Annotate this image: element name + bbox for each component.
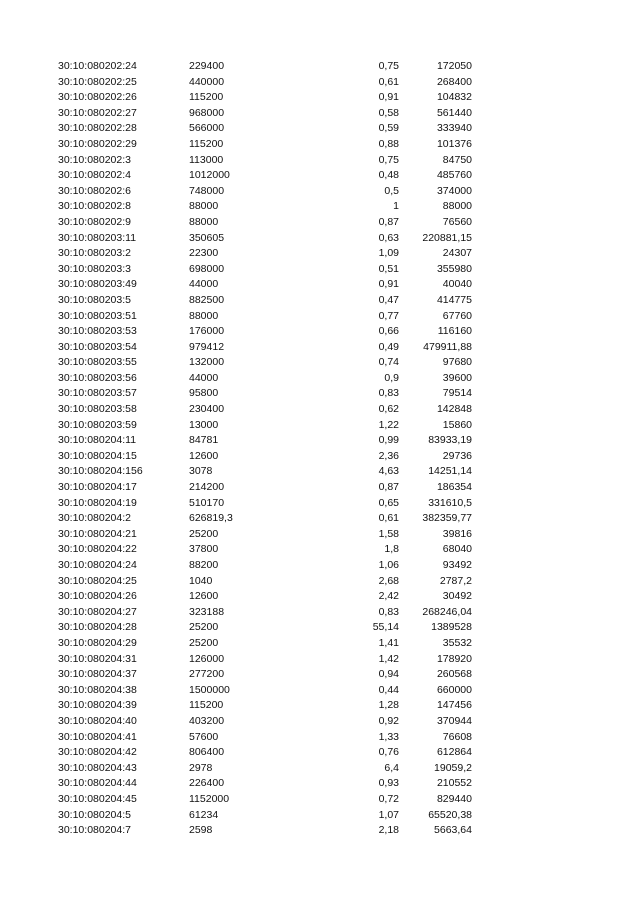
area-cell: 440000	[189, 75, 225, 88]
coefficient-cell: 1,07	[378, 808, 399, 821]
cadastral-number-cell: 30:10:080202:28	[58, 122, 137, 135]
cadastral-number-cell: 30:10:080203:11	[58, 231, 137, 244]
cadastral-number-cell: 30:10:080204:7	[58, 824, 131, 837]
cadastral-number-cell: 30:10:080204:44	[58, 777, 137, 790]
value-cell: 104832	[436, 91, 472, 104]
cadastral-number-cell: 30:10:080203:55	[58, 356, 137, 369]
cadastral-number-cell: 30:10:080204:15	[58, 449, 137, 462]
cadastral-number-cell: 30:10:080202:3	[58, 153, 131, 166]
table-row	[0, 527, 640, 543]
area-cell: 88000	[189, 215, 219, 228]
value-cell: 79514	[442, 387, 472, 400]
value-cell: 268246,04	[422, 605, 472, 618]
area-cell: 88000	[189, 309, 219, 322]
table-row	[0, 324, 640, 340]
cadastral-number-cell: 30:10:080203:51	[58, 309, 137, 322]
area-cell: 84781	[189, 434, 219, 447]
table-row	[0, 246, 640, 262]
table-row	[0, 309, 640, 325]
coefficient-cell: 2,42	[378, 590, 399, 603]
coefficient-cell: 0,77	[378, 309, 399, 322]
coefficient-cell: 4,63	[378, 465, 399, 478]
table-row	[0, 511, 640, 527]
table-row	[0, 636, 640, 652]
table-row	[0, 121, 640, 137]
coefficient-cell: 0,58	[378, 106, 399, 119]
table-row	[0, 698, 640, 714]
coefficient-cell: 1,22	[378, 418, 399, 431]
value-cell: 19059,2	[434, 761, 472, 774]
table-row	[0, 184, 640, 200]
table-row	[0, 75, 640, 91]
value-cell: 829440	[436, 792, 472, 805]
cadastral-number-cell: 30:10:080204:31	[58, 652, 137, 665]
area-cell: 176000	[189, 325, 225, 338]
coefficient-cell: 0,83	[378, 387, 399, 400]
coefficient-cell: 2,36	[378, 449, 399, 462]
value-cell: 142848	[436, 403, 472, 416]
coefficient-cell: 0,44	[378, 683, 399, 696]
value-cell: 382359,77	[422, 512, 472, 525]
coefficient-cell: 0,99	[378, 434, 399, 447]
table-row	[0, 574, 640, 590]
cadastral-number-cell: 30:10:080203:56	[58, 371, 137, 384]
table-row	[0, 168, 640, 184]
table-row	[0, 231, 640, 247]
table-row	[0, 683, 640, 699]
value-cell: 374000	[436, 184, 472, 197]
table-row	[0, 402, 640, 418]
table-row	[0, 792, 640, 808]
cadastral-number-cell: 30:10:080204:5	[58, 808, 131, 821]
cadastral-number-cell: 30:10:080204:39	[58, 699, 137, 712]
cadastral-number-cell: 30:10:080204:21	[58, 527, 137, 540]
table-row	[0, 199, 640, 215]
cadastral-number-cell: 30:10:080204:17	[58, 481, 137, 494]
cadastral-number-cell: 30:10:080204:41	[58, 730, 137, 743]
cadastral-number-cell: 30:10:080204:40	[58, 714, 137, 727]
value-cell: 116160	[437, 325, 472, 338]
value-cell: 268400	[436, 75, 472, 88]
coefficient-cell: 1,33	[378, 730, 399, 743]
table-row	[0, 558, 640, 574]
value-cell: 84750	[442, 153, 472, 166]
area-cell: 1012000	[189, 169, 230, 182]
cadastral-number-cell: 30:10:080202:24	[58, 60, 137, 72]
value-cell: 39816	[442, 527, 472, 540]
cadastral-number-cell: 30:10:080203:49	[58, 278, 137, 291]
cadastral-number-cell: 30:10:080204:2	[58, 512, 131, 525]
value-cell: 1389528	[431, 621, 472, 634]
value-cell: 331610,5	[428, 496, 472, 509]
table-row	[0, 480, 640, 496]
value-cell: 40040	[442, 278, 472, 291]
cadastral-number-cell: 30:10:080204:42	[58, 746, 137, 759]
cadastral-number-cell: 30:10:080202:29	[58, 137, 137, 150]
table-row	[0, 90, 640, 106]
area-cell: 1040	[189, 574, 213, 587]
cadastral-number-cell: 30:10:080203:2	[58, 247, 131, 260]
table-row	[0, 262, 640, 278]
table-row	[0, 433, 640, 449]
coefficient-cell: 0,66	[378, 325, 399, 338]
coefficient-cell: 0,93	[378, 777, 399, 790]
cadastral-number-cell: 30:10:080204:19	[58, 496, 137, 509]
coefficient-cell: 0,74	[378, 356, 399, 369]
table-row	[0, 542, 640, 558]
coefficient-cell: 0,47	[378, 293, 399, 306]
cadastral-number-cell: 30:10:080202:8	[58, 200, 131, 213]
area-cell: 748000	[189, 184, 225, 197]
value-cell: 260568	[436, 668, 472, 681]
area-cell: 13000	[189, 418, 219, 431]
coefficient-cell: 0,48	[378, 169, 399, 182]
coefficient-cell: 0,87	[378, 215, 399, 228]
area-cell: 3078	[189, 465, 213, 478]
value-cell: 39600	[442, 371, 472, 384]
area-cell: 1152000	[189, 792, 230, 805]
cadastral-number-cell: 30:10:080204:11	[58, 434, 137, 447]
value-cell: 67760	[442, 309, 472, 322]
area-cell: 12600	[189, 590, 219, 603]
table-row	[0, 464, 640, 480]
area-cell: 126000	[189, 652, 225, 665]
value-cell: 29736	[442, 449, 472, 462]
area-cell: 566000	[189, 122, 225, 135]
coefficient-cell: 1	[393, 200, 399, 213]
cadastral-number-cell: 30:10:080203:58	[58, 403, 137, 416]
coefficient-cell: 1,41	[378, 636, 399, 649]
coefficient-cell: 0,49	[378, 340, 399, 353]
coefficient-cell: 0,75	[378, 153, 399, 166]
cadastral-number-cell: 30:10:080204:37	[58, 668, 137, 681]
value-cell: 76608	[442, 730, 472, 743]
coefficient-cell: 1,58	[378, 527, 399, 540]
value-cell: 97680	[442, 356, 472, 369]
cadastral-number-cell: 30:10:080203:5	[58, 293, 131, 306]
coefficient-cell: 0,87	[378, 481, 399, 494]
area-cell: 44000	[189, 278, 219, 291]
coefficient-cell: 0,9	[384, 371, 399, 384]
area-cell: 882500	[189, 293, 225, 306]
area-cell: 25200	[189, 527, 219, 540]
area-cell: 22300	[189, 247, 219, 260]
table-row	[0, 153, 640, 169]
coefficient-cell: 0,61	[378, 75, 399, 88]
area-cell: 226400	[189, 777, 225, 790]
table-row	[0, 667, 640, 683]
table-row	[0, 730, 640, 746]
coefficient-cell: 0,83	[378, 605, 399, 618]
coefficient-cell: 1,09	[378, 247, 399, 260]
coefficient-cell: 1,28	[378, 699, 399, 712]
table-row	[0, 340, 640, 356]
coefficient-cell: 1,06	[378, 559, 399, 571]
coefficient-cell: 0,65	[378, 496, 399, 509]
table-row	[0, 605, 640, 621]
value-cell: 93492	[442, 559, 472, 571]
table-row	[0, 620, 640, 636]
cadastral-number-cell: 30:10:080204:156	[58, 465, 143, 478]
value-cell: 88000	[442, 200, 472, 213]
data-table	[0, 59, 640, 839]
coefficient-cell: 0,62	[378, 403, 399, 416]
coefficient-cell: 2,18	[378, 824, 399, 837]
table-row	[0, 823, 640, 839]
value-cell: 612864	[436, 746, 472, 759]
value-cell: 355980	[436, 262, 472, 275]
value-cell: 35532	[442, 636, 472, 649]
coefficient-cell: 0,91	[378, 278, 399, 291]
coefficient-cell: 0,76	[378, 746, 399, 759]
cadastral-number-cell: 30:10:080202:27	[58, 106, 137, 119]
value-cell: 2787,2	[439, 574, 472, 587]
area-cell: 113000	[189, 153, 224, 166]
coefficient-cell: 0,72	[378, 792, 399, 805]
area-cell: 277200	[189, 668, 225, 681]
cadastral-number-cell: 30:10:080203:54	[58, 340, 137, 353]
area-cell: 698000	[189, 262, 225, 275]
area-cell: 132000	[189, 356, 225, 369]
area-cell: 57600	[189, 730, 219, 743]
value-cell: 65520,38	[428, 808, 472, 821]
value-cell: 210552	[436, 777, 472, 790]
cadastral-number-cell: 30:10:080204:25	[58, 574, 137, 587]
area-cell: 1500000	[189, 683, 230, 696]
table-row	[0, 776, 640, 792]
table-row	[0, 714, 640, 730]
cadastral-number-cell: 30:10:080202:6	[58, 184, 131, 197]
area-cell: 37800	[189, 543, 219, 556]
table-row	[0, 745, 640, 761]
area-cell: 61234	[189, 808, 219, 821]
area-cell: 230400	[189, 403, 225, 416]
table-row	[0, 761, 640, 777]
value-cell: 485760	[436, 169, 472, 182]
coefficient-cell: 0,61	[378, 512, 399, 525]
coefficient-cell: 0,63	[378, 231, 399, 244]
value-cell: 15860	[442, 418, 472, 431]
cadastral-number-cell: 30:10:080204:38	[58, 683, 137, 696]
value-cell: 30492	[442, 590, 472, 603]
value-cell: 76560	[442, 215, 472, 228]
value-cell: 147456	[436, 699, 472, 712]
cadastral-number-cell: 30:10:080204:26	[58, 590, 137, 603]
value-cell: 24307	[442, 247, 472, 260]
value-cell: 186354	[436, 481, 472, 494]
value-cell: 68040	[442, 543, 472, 556]
value-cell: 220881,15	[422, 231, 472, 244]
value-cell: 561440	[436, 106, 472, 119]
table-row	[0, 215, 640, 231]
value-cell: 660000	[436, 683, 472, 696]
area-cell: 95800	[189, 387, 219, 400]
coefficient-cell: 0,88	[378, 137, 399, 150]
value-cell: 414775	[436, 293, 472, 306]
cadastral-number-cell: 30:10:080202:25	[58, 75, 137, 88]
coefficient-cell: 1,42	[378, 652, 399, 665]
area-cell: 323188	[189, 605, 225, 618]
value-cell: 479911,88	[423, 340, 472, 353]
area-cell: 115200	[189, 137, 224, 150]
area-cell: 12600	[189, 449, 219, 462]
area-cell: 214200	[189, 481, 225, 494]
area-cell: 25200	[189, 636, 219, 649]
value-cell: 333940	[436, 122, 472, 135]
table-row	[0, 386, 640, 402]
table-row	[0, 293, 640, 309]
coefficient-cell: 55,14	[372, 621, 399, 634]
cadastral-number-cell: 30:10:080202:9	[58, 215, 131, 228]
area-cell: 2978	[189, 761, 213, 774]
area-cell: 626819,3	[189, 512, 233, 525]
coefficient-cell: 0,5	[384, 184, 399, 197]
table-row	[0, 652, 640, 668]
coefficient-cell: 0,91	[378, 91, 399, 104]
table-row	[0, 371, 640, 387]
cadastral-number-cell: 30:10:080203:57	[58, 387, 137, 400]
cadastral-number-cell: 30:10:080204:24	[58, 559, 137, 571]
area-cell: 88200	[189, 559, 219, 571]
value-cell: 370944	[436, 714, 472, 727]
table-row	[0, 137, 640, 153]
value-cell: 5663,64	[434, 824, 472, 837]
coefficient-cell: 0,75	[378, 60, 399, 72]
coefficient-cell: 1,8	[384, 543, 399, 556]
value-cell: 14251,14	[428, 465, 472, 478]
coefficient-cell: 2,68	[378, 574, 399, 587]
table-row	[0, 106, 640, 122]
area-cell: 44000	[189, 371, 219, 384]
table-row	[0, 449, 640, 465]
table-row	[0, 418, 640, 434]
cadastral-number-cell: 30:10:080202:26	[58, 91, 137, 104]
cadastral-number-cell: 30:10:080203:3	[58, 262, 131, 275]
area-cell: 979412	[189, 340, 225, 353]
cadastral-number-cell: 30:10:080204:45	[58, 792, 137, 805]
value-cell: 172050	[436, 60, 472, 72]
area-cell: 229400	[189, 60, 225, 72]
area-cell: 510170	[189, 496, 225, 509]
cadastral-number-cell: 30:10:080203:59	[58, 418, 137, 431]
area-cell: 968000	[189, 106, 225, 119]
cadastral-number-cell: 30:10:080202:4	[58, 169, 131, 182]
cadastral-number-cell: 30:10:080204:43	[58, 761, 137, 774]
coefficient-cell: 6,4	[384, 761, 399, 774]
area-cell: 806400	[189, 746, 225, 759]
area-cell: 88000	[189, 200, 219, 213]
value-cell: 178920	[436, 652, 472, 665]
table-row	[0, 589, 640, 605]
coefficient-cell: 0,94	[378, 668, 399, 681]
cadastral-number-cell: 30:10:080203:53	[58, 325, 137, 338]
cadastral-number-cell: 30:10:080204:27	[58, 605, 137, 618]
area-cell: 115200	[189, 91, 224, 104]
coefficient-cell: 0,92	[378, 714, 399, 727]
area-cell: 403200	[189, 714, 225, 727]
table-row	[0, 277, 640, 293]
table-row	[0, 808, 640, 824]
area-cell: 115200	[189, 699, 224, 712]
table-row	[0, 355, 640, 371]
value-cell: 101376	[436, 137, 472, 150]
cadastral-number-cell: 30:10:080204:22	[58, 543, 137, 556]
coefficient-cell: 0,51	[378, 262, 399, 275]
area-cell: 25200	[189, 621, 219, 634]
cadastral-number-cell: 30:10:080204:29	[58, 636, 137, 649]
value-cell: 83933,19	[428, 434, 472, 447]
area-cell: 2598	[189, 824, 213, 837]
table-row	[0, 496, 640, 512]
cadastral-number-cell: 30:10:080204:28	[58, 621, 137, 634]
table-row	[0, 59, 640, 75]
area-cell: 350605	[189, 231, 225, 244]
coefficient-cell: 0,59	[378, 122, 399, 135]
